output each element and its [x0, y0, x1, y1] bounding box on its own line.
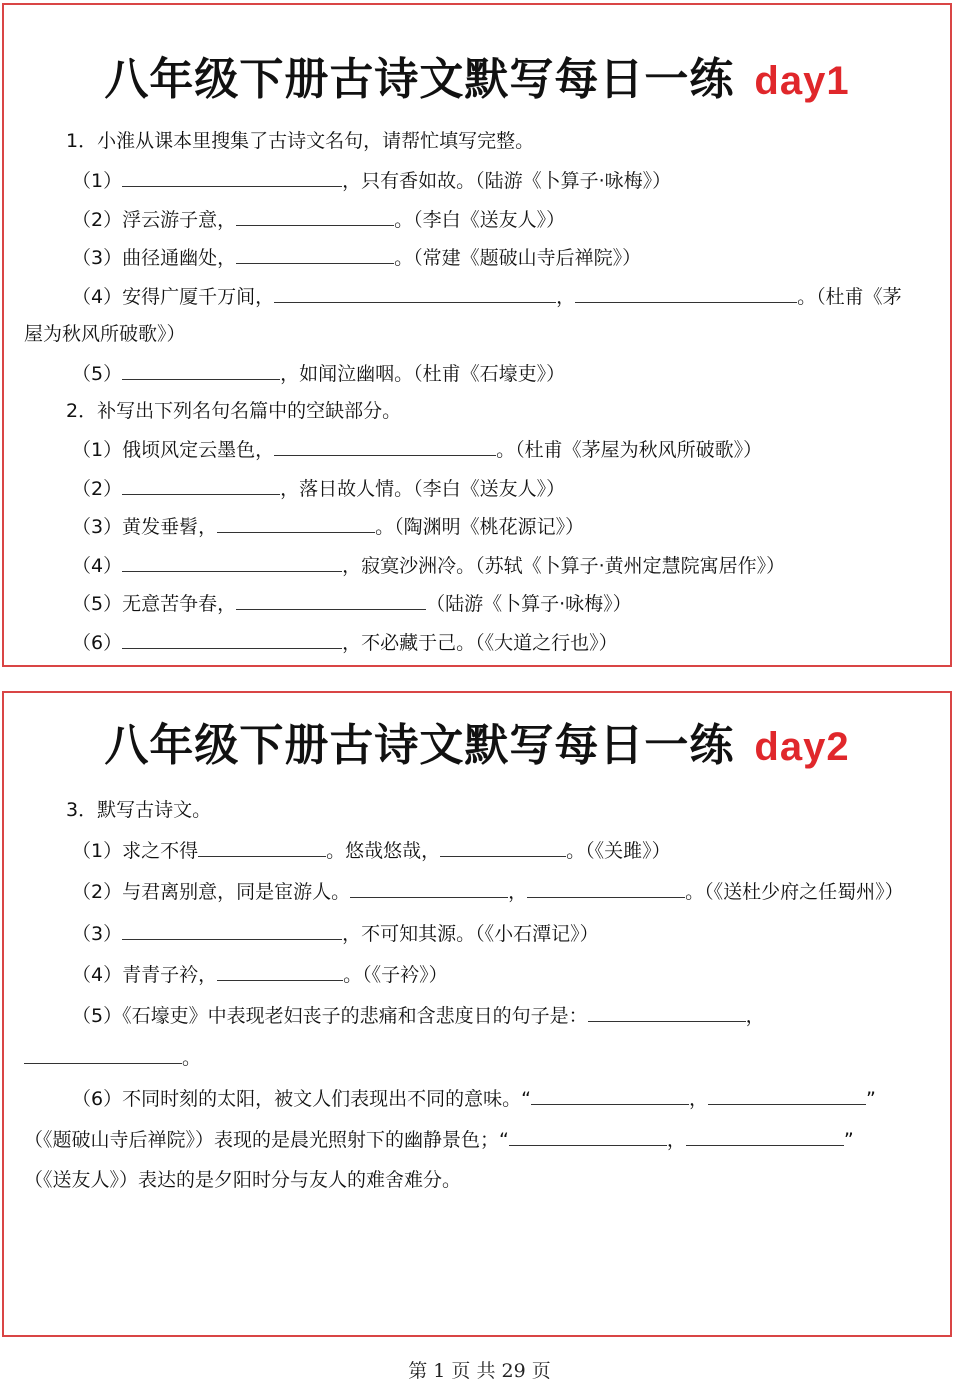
answer-blank[interactable]: [527, 879, 685, 898]
q2-item-1-text-a: （1）俄顷风定云墨色，: [72, 439, 275, 461]
q1-item-1-num: （1）: [72, 170, 123, 192]
q2-item-1: [72, 437, 762, 462]
q3-item-6-text-b: ，: [688, 1088, 708, 1110]
q2-item-6-num: （6）: [72, 632, 123, 654]
q2-heading: 2．补写出下列名句名篇中的空缺部分。: [66, 400, 402, 422]
answer-blank[interactable]: [588, 1003, 746, 1022]
q1-item-4-text-b: ，: [556, 286, 576, 308]
q1-item-4-cont: 屋为秋风所破歌》）: [24, 323, 186, 345]
q3-item-3-text: ，不可知其源。（《小石潭记》）: [342, 923, 599, 945]
q3-item-1-text-a: （1）求之不得: [72, 840, 199, 862]
day1-label: day1: [754, 59, 850, 103]
q3-heading: 3．默写古诗文。: [66, 799, 212, 821]
q3-item-6-text-c: ”: [865, 1088, 876, 1110]
answer-blank[interactable]: [274, 284, 556, 303]
answer-blank[interactable]: [531, 1086, 689, 1105]
q1-item-1-text: ，只有香如故。（陆游《卜算子·咏梅》）: [342, 170, 672, 192]
answer-blank[interactable]: [686, 1127, 844, 1146]
answer-blank[interactable]: [122, 476, 280, 495]
q1-item-4-text-c: 。（杜甫《茅: [797, 286, 902, 308]
q2-item-5-text-a: （5）无意苦争春，: [72, 593, 237, 615]
q2-item-2-text: ，落日故人情。（李白《送友人》）: [280, 478, 566, 500]
q1-item-5-text: ，如闻泣幽咽。（杜甫《石壕吏》）: [280, 363, 566, 385]
q3-item-5: [72, 1003, 765, 1028]
q3-item-4: [72, 962, 448, 987]
q2-item-5: [72, 591, 632, 616]
q2-item-6: [72, 630, 618, 655]
q2-item-5-text-b: （陆游《卜算子·咏梅》）: [426, 593, 632, 615]
q3-item-6-cont1: [24, 1127, 854, 1152]
q1-item-2: [72, 207, 565, 232]
q1-item-3: [72, 245, 641, 270]
day1-title-text: 八年级下册古诗文默写每日一练: [104, 54, 735, 105]
q3-item-1-text-b: 。悠哉悠哉，: [326, 840, 441, 862]
q3-item-6-text-a: （6）不同时刻的太阳，被文人们表现出不同的意味。“: [72, 1088, 531, 1110]
q3-item-6: [72, 1086, 876, 1111]
day2-panel: [2, 691, 952, 1337]
answer-blank[interactable]: [440, 838, 566, 857]
q3-item-6-text-d: （《题破山寺后禅院》）表现的是晨光照射下的幽静景色；“: [24, 1129, 509, 1151]
q3-item-1: [72, 838, 671, 863]
day1-panel: [2, 3, 952, 667]
q3-item-2-text-a: （2）与君离别意，同是宦游人。: [72, 881, 351, 903]
q2-item-3-text-b: 。（陶渊明《桃花源记》）: [375, 516, 585, 538]
q2-item-3: [72, 514, 584, 539]
answer-blank[interactable]: [198, 838, 326, 857]
q2-item-4-text: ，寂寞沙洲冷。（苏轼《卜算子·黄州定慧院寓居作》）: [342, 555, 786, 577]
answer-blank[interactable]: [122, 921, 342, 940]
day1-title: [4, 43, 950, 107]
answer-blank[interactable]: [708, 1086, 866, 1105]
q2-item-4-num: （4）: [72, 555, 123, 577]
q3-item-4-text-b: 。（《子衿》）: [343, 964, 448, 986]
q1-item-4: [72, 284, 902, 309]
q2-item-2-num: （2）: [72, 478, 123, 500]
q3-item-5-text-b: ，: [745, 1005, 765, 1027]
q2-item-3-text-a: （3）黄发垂髫，: [72, 516, 218, 538]
q2-item-4: [72, 553, 785, 578]
q3-item-3-num: （3）: [72, 923, 123, 945]
q3-item-2-text-b: ，: [508, 881, 528, 903]
answer-blank[interactable]: [122, 168, 342, 187]
q3-item-2-text-c: 。（《送杜少府之任蜀州》）: [685, 881, 904, 903]
q1-item-3-text-b: 。（常建《题破山寺后禅院》）: [394, 247, 642, 269]
answer-blank[interactable]: [236, 245, 394, 264]
q1-item-4-text-a: （4）安得广厦千万间，: [72, 286, 275, 308]
answer-blank[interactable]: [274, 437, 496, 456]
q1-item-3-text-a: （3）曲径通幽处，: [72, 247, 237, 269]
q2-item-6-text: ，不必藏于己。（《大道之行也》）: [342, 632, 618, 654]
q3-item-6-cont2: （《送友人》）表达的是夕阳时分与友人的难舍难分。: [24, 1169, 462, 1191]
answer-blank[interactable]: [236, 207, 394, 226]
q3-item-6-text-f: ”: [843, 1129, 854, 1151]
q1-item-5: [72, 361, 565, 386]
q1-heading: 1．小淮从课本里搜集了古诗文名句，请帮忙填写完整。: [66, 130, 535, 152]
day2-title-text: 八年级下册古诗文默写每日一练: [104, 720, 735, 771]
page-number: 第 1 页 共 29 页: [408, 1360, 551, 1382]
answer-blank[interactable]: [24, 1045, 182, 1064]
answer-blank[interactable]: [122, 553, 342, 572]
answer-blank[interactable]: [575, 284, 797, 303]
answer-blank[interactable]: [217, 962, 343, 981]
answer-blank[interactable]: [509, 1127, 667, 1146]
q3-item-3: [72, 921, 599, 946]
q3-item-5-cont: [24, 1045, 201, 1070]
q1-item-2-text-b: 。（李白《送友人》）: [394, 209, 566, 231]
q1-item-5-num: （5）: [72, 363, 123, 385]
day2-title: [4, 709, 950, 773]
q3-item-4-text-a: （4）青青子衿，: [72, 964, 218, 986]
answer-blank[interactable]: [217, 514, 375, 533]
day2-label: day2: [754, 725, 850, 769]
answer-blank[interactable]: [122, 630, 342, 649]
q1-item-1: [72, 168, 671, 193]
q2-item-1-text-b: 。（杜甫《茅屋为秋风所破歌》）: [496, 439, 763, 461]
q3-item-6-text-e: ，: [666, 1129, 686, 1151]
q2-item-2: [72, 476, 565, 501]
answer-blank[interactable]: [122, 361, 280, 380]
answer-blank[interactable]: [350, 879, 508, 898]
q3-item-2: [72, 879, 904, 904]
answer-blank[interactable]: [236, 591, 426, 610]
q3-item-5-text-a: （5）《石壕吏》中表现老妇丧子的悲痛和含悲度日的句子是：: [72, 1005, 588, 1027]
q3-item-5-text-c: 。: [182, 1047, 202, 1069]
q1-item-2-text-a: （2）浮云游子意，: [72, 209, 237, 231]
q3-item-1-text-c: 。（《关雎》）: [566, 840, 671, 862]
